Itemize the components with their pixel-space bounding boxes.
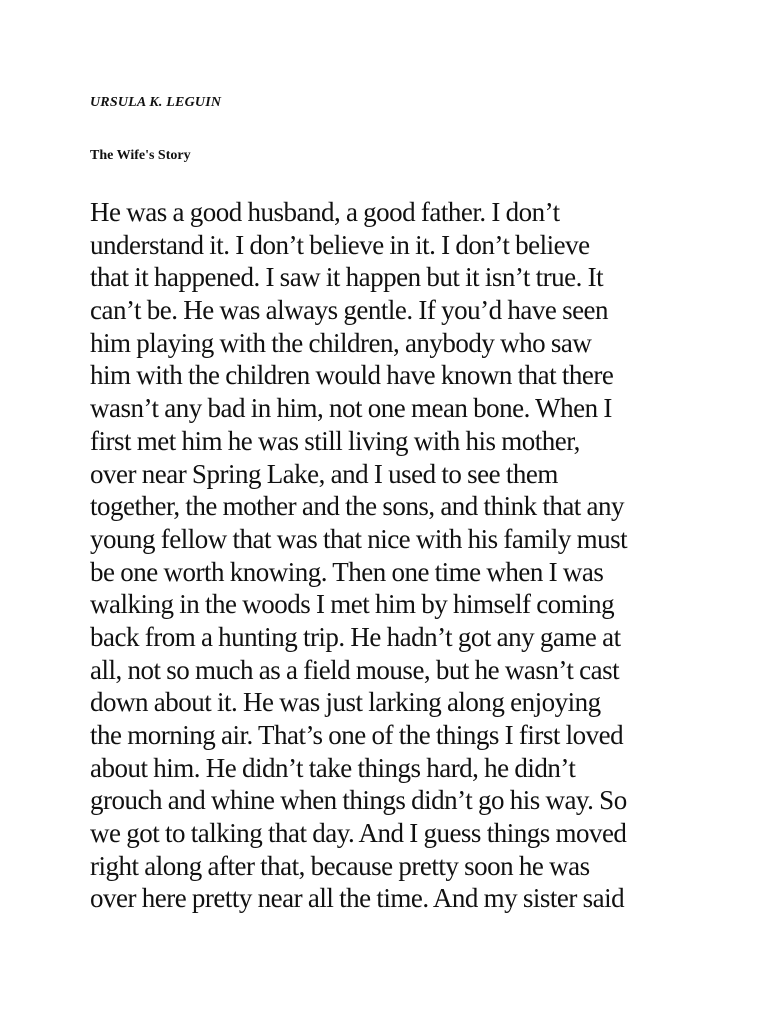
body-line: that it happened. I saw it happen but it isn’t true. It (90, 262, 604, 293)
body-line: He was a good husband, a good father. I don’t (90, 197, 560, 227)
body-line: back from a hunting trip. He hadn’t got any game at (90, 621, 621, 652)
body-line: him playing with the children, anybody who saw (90, 327, 592, 358)
body-line: over near Spring Lake, and I used to see them (90, 458, 558, 489)
body-line: over here pretty near all the time. And my sister said (90, 883, 625, 914)
body-line: we got to talking that day. And I guess things moved (90, 818, 627, 849)
story-body (90, 196, 710, 915)
body-line: him with the children would have known that there (90, 360, 614, 391)
author-name: URSULA K. LEGUIN (90, 95, 222, 110)
body-line: all, not so much as a field mouse, but he wasn’t cast (90, 654, 620, 685)
body-line: walking in the woods I met him by himself coming (90, 589, 615, 620)
body-line: wasn’t any bad in him, not one mean bone. When I (90, 393, 612, 424)
body-line: the morning air. That’s one of the things I first loved (90, 720, 624, 750)
body-line: down about it. He was just larking along enjoying (90, 687, 601, 718)
body-line: can’t be. He was always gentle. If you’d have seen (90, 295, 609, 326)
body-line: right along after that, because pretty soon he was (90, 850, 590, 881)
body-line: young fellow that was that nice with his family must (90, 523, 628, 554)
body-line: about him. He didn’t take things hard, he didn’t (90, 752, 576, 783)
body-line: first met him he was still living with his mother, (90, 425, 580, 456)
body-line: together, the mother and the sons, and think that any (90, 491, 625, 522)
story-title: The Wife's Story (90, 148, 191, 163)
body-line: understand it. I don’t believe in it. I don’t believe (90, 229, 590, 260)
body-line: be one worth knowing. Then one time when I was (90, 556, 604, 587)
body-line: grouch and whine when things didn’t go his way. So (90, 785, 627, 816)
